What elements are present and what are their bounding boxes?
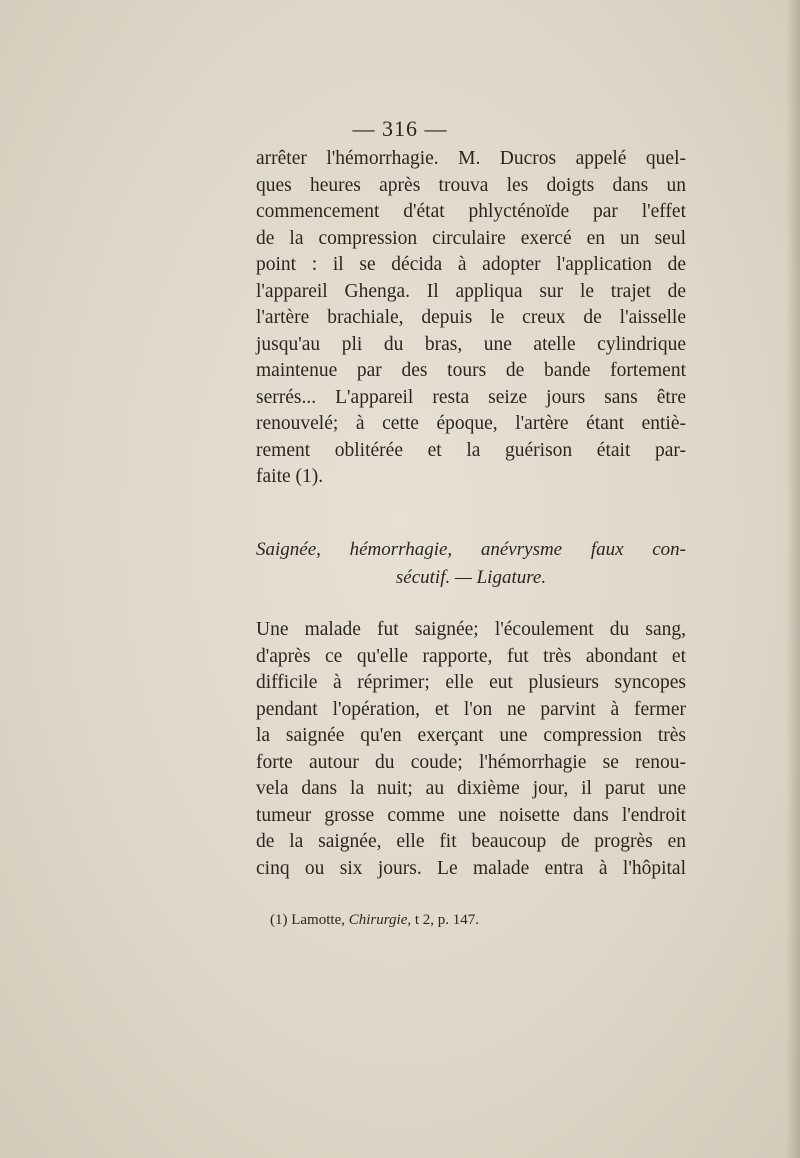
text-line: de la saignée, elle fit beaucoup de progrès en: [256, 831, 686, 852]
text-line: l'appareil Ghenga. Il appliqua sur le trajet de: [256, 280, 686, 302]
text-line: de la compression circulaire exercé en un seul: [256, 227, 686, 249]
text-line: faite (1).: [256, 466, 324, 487]
text-line: tumeur grosse comme une noisette dans l'endroit: [256, 804, 686, 826]
heading-line: sécutif. — Ligature.: [395, 567, 547, 588]
section-heading: [256, 536, 686, 592]
text-line: renouvelé; à cette époque, l'artère étant entiè-: [256, 413, 686, 434]
text-line: l'artère brachiale, depuis le creux de l'aisselle: [256, 307, 686, 328]
footnote-work: Chirurgie,: [348, 912, 412, 928]
text-line: difficile à réprimer; elle eut plusieurs syncopes: [256, 672, 686, 693]
text-line: ques heures après trouva les doigts dans un: [256, 174, 686, 196]
text-line: Une malade fut saignée; l'écoulement du sang,: [256, 619, 686, 640]
text-line: rement oblitérée et la guérison était par-: [256, 439, 686, 461]
paragraph-2: [256, 617, 686, 882]
text-line: pendant l'opération, et l'on ne parvint à fermer: [256, 698, 686, 720]
text-line: commencement d'état phlycténoïde par l'effet: [256, 201, 686, 222]
paragraph-1: [256, 146, 686, 491]
text-line: d'après ce qu'elle rapporte, fut très abondant et: [256, 645, 686, 667]
text-line: point : il se décida à adopter l'application de: [256, 254, 686, 275]
heading-line: Saignée, hémorrhagie, anévrysme faux con-: [256, 539, 686, 560]
text-line: arrêter l'hémorrhagie. M. Ducros appelé quel-: [256, 148, 686, 169]
text-line: vela dans la nuit; au dixième jour, il parut une: [256, 778, 686, 799]
text-line: maintenue par des tours de bande fortement: [256, 360, 686, 381]
text-line: jusqu'au pli du bras, une atelle cylindrique: [256, 333, 686, 355]
text-line: serrés... L'appareil resta seize jours sans être: [256, 386, 686, 408]
text-line: la saignée qu'en exerçant une compression très: [256, 725, 686, 746]
footnote: [270, 912, 479, 929]
footnote-marker: (1) Lamotte,: [270, 912, 345, 928]
text-line: cinq ou six jours. Le malade entra à l'hôpital: [256, 857, 686, 879]
text-line: forte autour du coude; l'hémorrhagie se renou-: [256, 751, 686, 773]
footnote-ref: t 2, p. 147.: [414, 912, 480, 928]
page-number: — 316 —: [352, 116, 448, 141]
